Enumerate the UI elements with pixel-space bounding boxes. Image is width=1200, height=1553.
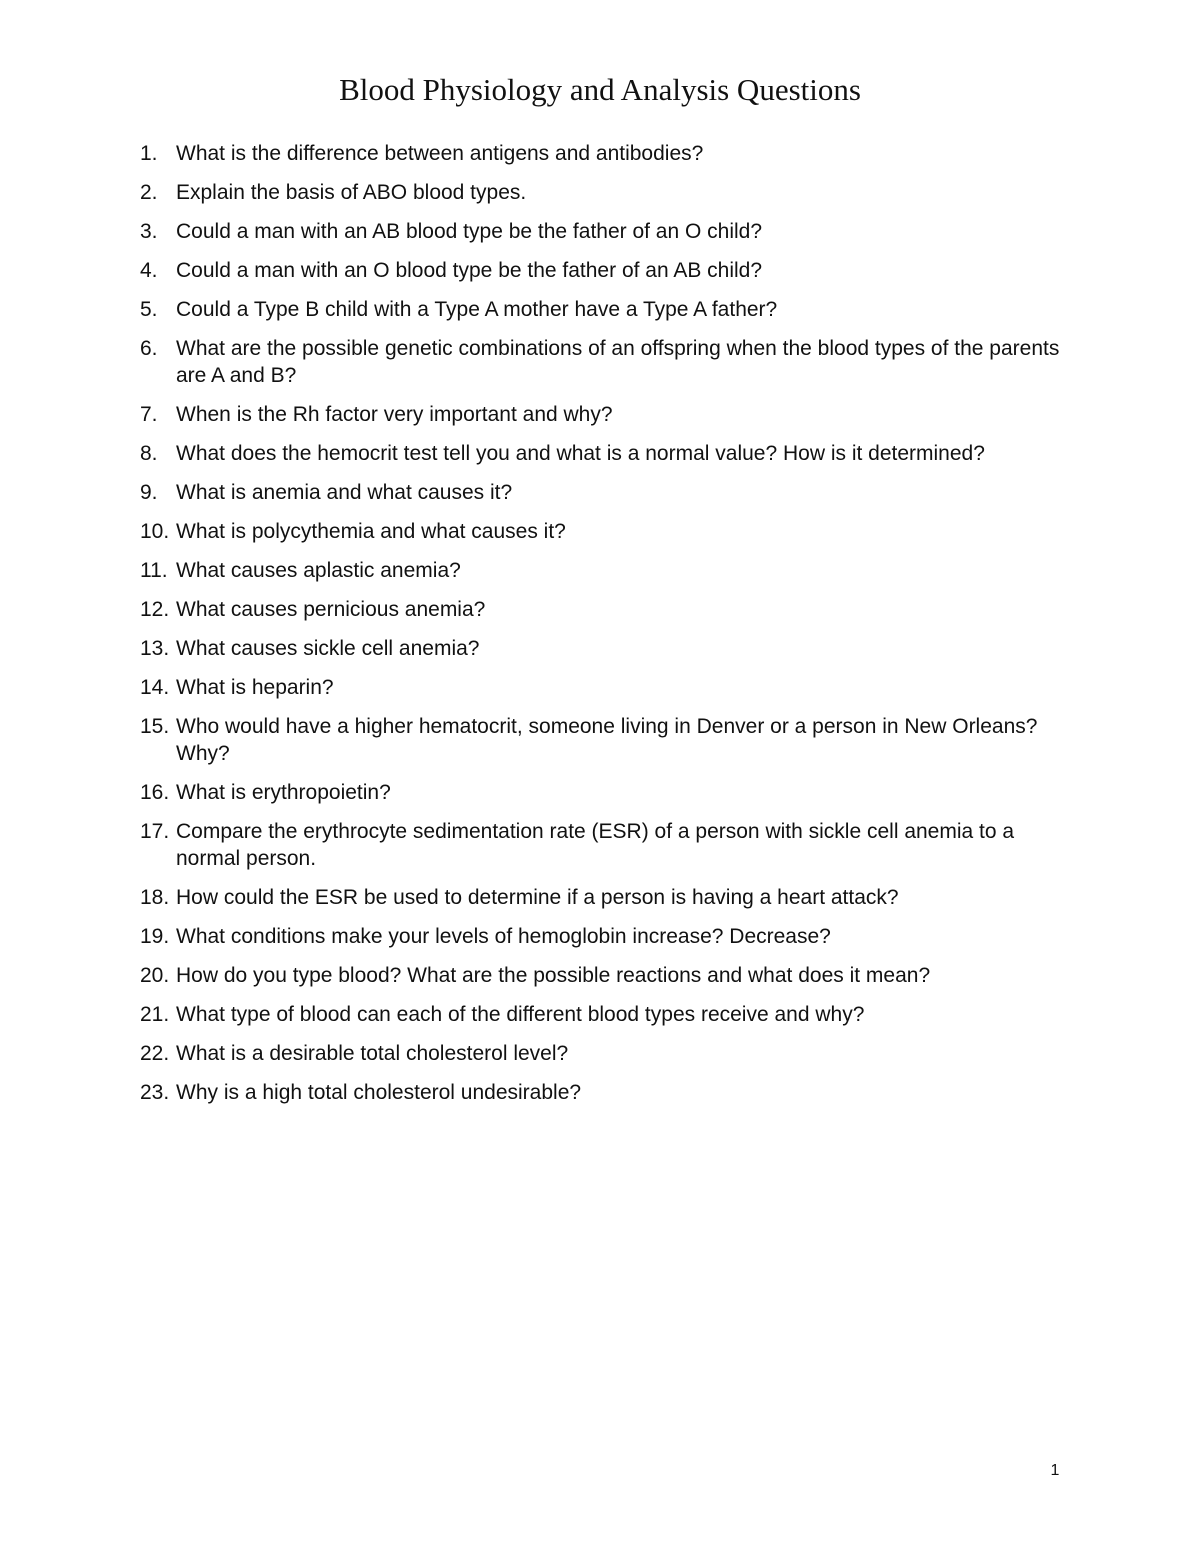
- question-text: What is polycythemia and what causes it?: [176, 520, 566, 543]
- page-title: Blood Physiology and Analysis Questions: [339, 72, 861, 107]
- question-number: 15.: [140, 715, 170, 738]
- question-number: 16.: [140, 781, 170, 804]
- question-text: Compare the erythrocyte sedimentation rate (ESR) of a person with sickle cell anemia to a normal person.: [176, 820, 1015, 870]
- question-text: Could a man with an O blood type be the father of an AB child?: [176, 259, 763, 282]
- question-text: What are the possible genetic combinations of an offspring when the blood types of the parents are A and B?: [176, 337, 1060, 387]
- question-text: Why is a high total cholesterol undesirable?: [176, 1081, 582, 1104]
- question-number: 13.: [140, 637, 170, 660]
- question-item: [140, 962, 1070, 989]
- question-text: When is the Rh factor very important and why?: [176, 403, 613, 426]
- question-number: 23.: [140, 1081, 170, 1104]
- question-item: [140, 779, 1070, 806]
- question-item: [140, 1001, 1070, 1028]
- question-text: What is the difference between antigens and antibodies?: [176, 142, 704, 165]
- question-item: [140, 140, 1070, 167]
- question-number: 19.: [140, 925, 170, 948]
- question-text: How do you type blood? What are the possible reactions and what does it mean?: [176, 964, 931, 987]
- question-text: What conditions make your levels of hemoglobin increase? Decrease?: [176, 925, 831, 948]
- question-number: 20.: [140, 964, 170, 987]
- question-item: [140, 596, 1070, 623]
- question-item: [140, 296, 1070, 323]
- question-number: 17.: [140, 820, 170, 843]
- question-number: 9.: [140, 481, 158, 504]
- question-number: 22.: [140, 1042, 170, 1065]
- question-text: What causes pernicious anemia?: [176, 598, 486, 621]
- question-number: 7.: [140, 403, 158, 426]
- question-number: 3.: [140, 220, 158, 243]
- question-number: 4.: [140, 259, 158, 282]
- question-item: [140, 401, 1070, 428]
- question-number: 14.: [140, 676, 170, 699]
- question-text: What is anemia and what causes it?: [176, 481, 513, 504]
- question-number: 1.: [140, 142, 158, 165]
- question-text: What does the hemocrit test tell you and what is a normal value? How is it determined?: [176, 442, 985, 465]
- question-number: 18.: [140, 886, 170, 909]
- question-item: [140, 218, 1070, 245]
- question-number: 6.: [140, 337, 158, 360]
- question-text: Could a man with an AB blood type be the father of an O child?: [176, 220, 763, 243]
- question-item: [140, 884, 1070, 911]
- question-number: 12.: [140, 598, 170, 621]
- question-number: 5.: [140, 298, 158, 321]
- page-number: 1: [1050, 1462, 1060, 1479]
- question-item: [140, 557, 1070, 584]
- question-text: What causes aplastic anemia?: [176, 559, 461, 582]
- question-text: Who would have a higher hematocrit, someone living in Denver or a person in New Orleans? Why?: [176, 715, 1038, 765]
- question-text: What is heparin?: [176, 676, 334, 699]
- question-text: What causes sickle cell anemia?: [176, 637, 480, 660]
- question-text: Could a Type B child with a Type A mother have a Type A father?: [176, 298, 778, 321]
- question-item: [140, 179, 1070, 206]
- question-item: [140, 674, 1070, 701]
- question-text: What is erythropoietin?: [176, 781, 391, 804]
- question-text: What type of blood can each of the different blood types receive and why?: [176, 1003, 865, 1026]
- question-item: [140, 923, 1070, 950]
- question-item: [140, 257, 1070, 284]
- question-text: What is a desirable total cholesterol level?: [176, 1042, 569, 1065]
- question-item: [140, 1040, 1070, 1067]
- question-number: 8.: [140, 442, 158, 465]
- question-item: [140, 518, 1070, 545]
- question-item: [140, 818, 1070, 872]
- question-number: 11.: [140, 559, 168, 582]
- question-text: Explain the basis of ABO blood types.: [176, 181, 527, 204]
- question-list: [140, 140, 1070, 1118]
- question-number: 10.: [140, 520, 170, 543]
- question-number: 21.: [140, 1003, 170, 1026]
- question-item: [140, 479, 1070, 506]
- question-item: [140, 713, 1070, 767]
- question-item: [140, 635, 1070, 662]
- question-item: [140, 1079, 1070, 1106]
- question-number: 2.: [140, 181, 158, 204]
- question-item: [140, 440, 1070, 467]
- question-text: How could the ESR be used to determine if a person is having a heart attack?: [176, 886, 899, 909]
- question-item: [140, 335, 1070, 389]
